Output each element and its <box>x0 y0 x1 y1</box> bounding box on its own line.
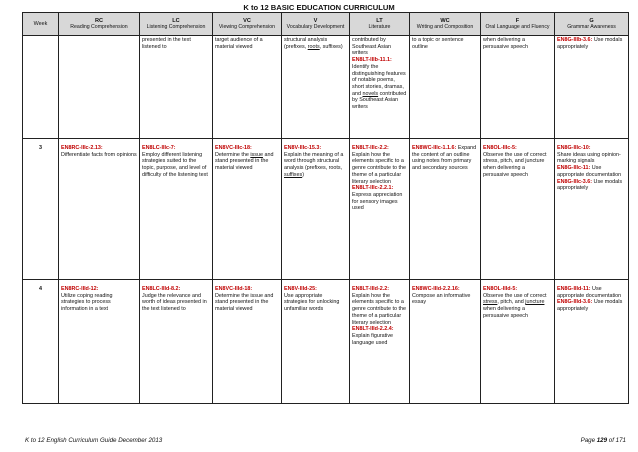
g-cell: EN8G-IIId-11: Use appropriate documentation EN8G-IIId-3.6: Use modals appropriately <box>555 280 629 404</box>
g-cell: EN8G-IIIc-10: Share ideas using opinion-marking signals EN8G-IIIc-11: Use appropriate documentation EN8G-IIIc-3.6: Use modals appropriately <box>555 139 629 280</box>
rc-cell: EN8RC-IIIc-2.13: Differentiate facts from opinions <box>59 139 140 280</box>
col-header-vc: VC Viewing Comprehension <box>213 13 282 36</box>
week-cell: 4 <box>23 280 59 404</box>
vc-cell: EN8VC-IIId-18: Determine the issue and stand presented in the material viewed <box>213 280 282 404</box>
col-header-lc: LC Listening Comprehension <box>140 13 213 36</box>
page-title: K to 12 BASIC EDUCATION CURRICULUM <box>243 3 395 12</box>
v-cell: EN8V-IIIc-15.3: Explain the meaning of a word through structural analysis (prefixes, roots, suffixes) <box>282 139 350 280</box>
footer-page-number: Page 129 of 171 <box>580 437 626 444</box>
lt-cell: EN8LT-IIIc-2.2: Explain how the elements specific to a genre contribute to the theme of a particular literary selection EN8LT-IIIc-2.2.1: Express appreciation for sensory images used <box>350 139 410 280</box>
curriculum-table <box>22 12 629 404</box>
f-cell: EN8OL-IIIc-5: Observe the use of correct stress, pitch, and juncture when delivering a persuasive speech <box>481 139 555 280</box>
col-header-f: F Oral Language and Fluency <box>481 13 555 36</box>
vc-cell: target audience of a material viewed <box>213 36 282 139</box>
vc-cell: EN8VC-IIIc-18: Determine the issue and stand presented in the material viewed <box>213 139 282 280</box>
col-header-v: V Vocabulary Development <box>282 13 350 36</box>
lc-cell: presented in the text listened to <box>140 36 213 139</box>
f-cell: EN8OL-IIId-5: Observe the use of correct stress, pitch, and juncture when delivering a persuasive speech <box>481 280 555 404</box>
rc-cell <box>59 36 140 139</box>
col-header-rc: RC Reading Comprehension <box>59 13 140 36</box>
week-cell: 3 <box>23 139 59 280</box>
lt-cell: contributed by Southeast Asian writers EN8LT-IIIb-11.1: Identify the distinguishing features of notable poems, short stories, dramas, and novels contributed by Southeast Asian writers <box>350 36 410 139</box>
v-cell: EN8V-IIId-25: Use appropriate strategies for unlocking unfamiliar words <box>282 280 350 404</box>
f-cell: when delivering a persuasive speech <box>481 36 555 139</box>
footer-guide-title: K to 12 English Curriculum Guide December 2013 <box>25 437 163 444</box>
wc-cell: EN8WC-IIId-2.2.16: Compose an informative essay <box>410 280 481 404</box>
wc-cell: to a topic or sentence outline <box>410 36 481 139</box>
lc-cell: EN8LC-IIIc-7: Employ different listening strategies suited to the topic, purpose, and level of difficulty of the listening text <box>140 139 213 280</box>
col-header-wc: WC Writing and Composition <box>410 13 481 36</box>
header-row <box>23 13 629 36</box>
table-row <box>23 280 629 404</box>
week-cell <box>23 36 59 139</box>
wc-cell: EN8WC-IIIc-1.1.6: Expand the content of an outline using notes from primary and secondary sources <box>410 139 481 280</box>
lt-cell: EN8LT-IIId-2.2: Explain how the elements specific to a genre contribute to the theme of a particular literary selection EN8LT-IIId-2.2.4: Explain figurative language used <box>350 280 410 404</box>
col-header-g: G Grammar Awareness <box>555 13 629 36</box>
col-header-week: Week <box>23 13 59 36</box>
lc-cell: EN8LC-IIId-8.2: Judge the relevance and worth of ideas presented in the text listened to <box>140 280 213 404</box>
g-cell: EN8G-IIIb-3.6: Use modals appropriately <box>555 36 629 139</box>
col-header-lt: LT Literature <box>350 13 410 36</box>
table-row <box>23 139 629 280</box>
v-cell: structural analysis (prefixes, roots, suffixes) <box>282 36 350 139</box>
rc-cell: EN8RC-IIId-12: Utilize coping reading strategies to process information in a text <box>59 280 140 404</box>
table-row <box>23 36 629 139</box>
